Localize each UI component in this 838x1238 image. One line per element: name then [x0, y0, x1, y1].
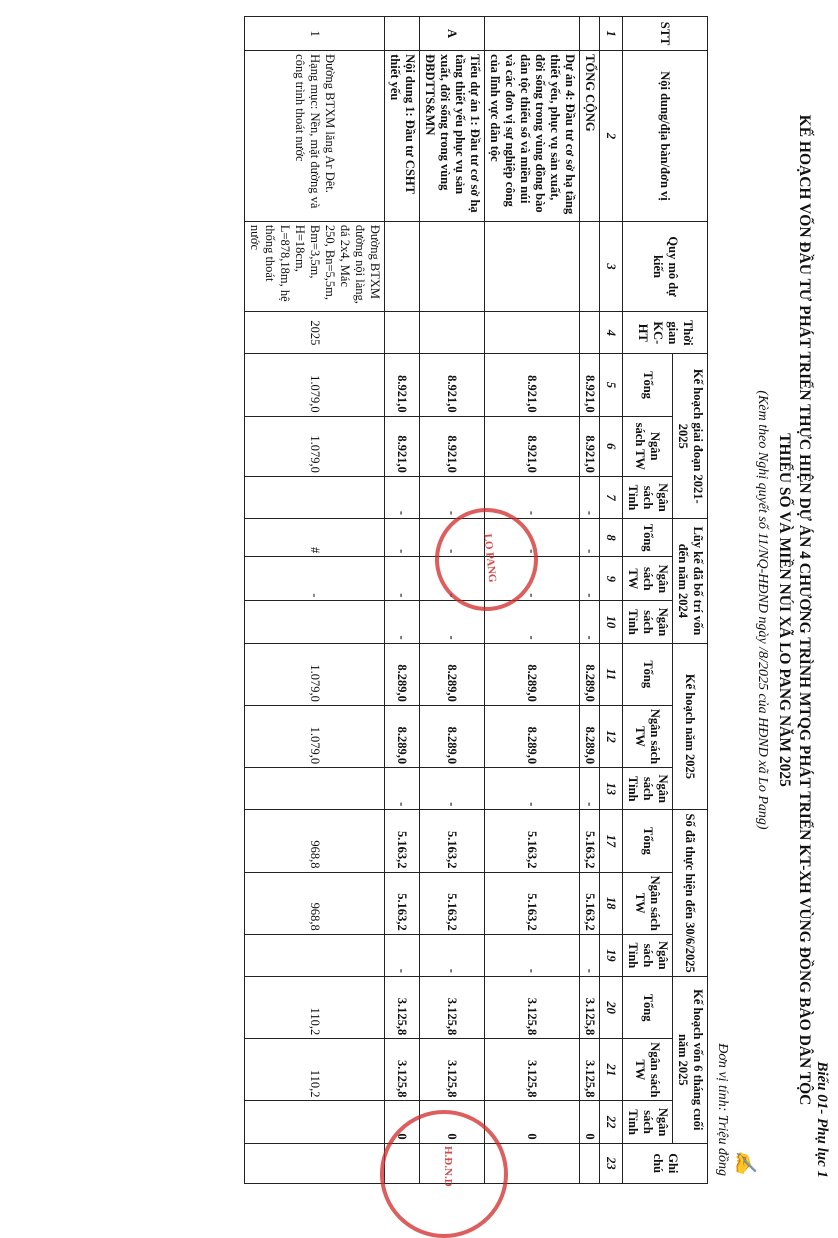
cell-value: 1.079,0 — [245, 416, 385, 476]
cell-time — [580, 312, 600, 354]
cell-value: 8.289,0 — [485, 643, 580, 705]
header-tinh: Ngân sách Tỉnh — [623, 768, 673, 810]
cell-value: - — [385, 601, 420, 643]
cell-value — [245, 476, 385, 518]
cell-value: - — [385, 476, 420, 518]
table-row — [580, 17, 600, 1184]
column-index-cell: 17 — [600, 810, 623, 872]
column-index-cell: 2 — [600, 51, 623, 222]
header-note: Ghi chú — [623, 1143, 708, 1183]
column-index-cell: 5 — [600, 354, 623, 416]
column-index-cell: 12 — [600, 705, 623, 767]
cell-value: 110,2 — [245, 1039, 385, 1101]
header-total: Tổng — [623, 643, 673, 705]
cell-value: 8.921,0 — [385, 354, 420, 416]
cell-value: - — [485, 557, 580, 601]
cell-value: 3.125,8 — [485, 976, 580, 1038]
cell-value: 3.125,8 — [385, 976, 420, 1038]
header-tw: Ngân sách TW — [623, 1039, 673, 1101]
cell-value: 8.289,0 — [420, 643, 485, 705]
cell-value: 110,2 — [245, 976, 385, 1038]
cell-value: 5.163,2 — [580, 810, 600, 872]
column-index-cell: 20 — [600, 976, 623, 1038]
column-index-cell: 1 — [600, 17, 623, 51]
cell-stt — [580, 17, 600, 51]
cell-value: 968,8 — [245, 810, 385, 872]
cell-value: 5.163,2 — [485, 872, 580, 934]
table-row — [385, 17, 420, 1184]
header-tw: Ngân sách TW — [623, 705, 673, 767]
column-index-cell: 4 — [600, 312, 623, 354]
cell-value: 8.289,0 — [485, 705, 580, 767]
column-index-cell: 8 — [600, 519, 623, 557]
official-seal-2 — [380, 1110, 508, 1238]
header-total: Tổng — [623, 519, 673, 557]
unit-label: Đơn vị tính: Triệu đồng — [715, 1043, 730, 1176]
cell-value: 1.079,0 — [245, 354, 385, 416]
cell-value: - — [420, 934, 485, 976]
cell-content: TỔNG CỘNG — [580, 51, 600, 222]
column-index-cell: 11 — [600, 643, 623, 705]
cell-value: 3.125,8 — [485, 1039, 580, 1101]
cell-stt: A — [420, 17, 485, 51]
seal-text-2: H.Đ.N.D — [442, 1146, 454, 1187]
cell-time — [485, 312, 580, 354]
header-tw: Ngân sách TW — [623, 557, 673, 601]
cell-value — [245, 1101, 385, 1143]
cell-stt — [485, 17, 580, 51]
cell-value: 3.125,8 — [580, 1039, 600, 1101]
cell-value: - — [420, 557, 485, 601]
cell-value: - — [580, 519, 600, 557]
cell-value: - — [385, 768, 420, 810]
cell-value: - — [580, 601, 600, 643]
header-tw: Ngân sách TW — [623, 416, 673, 476]
cell-value: - — [580, 934, 600, 976]
cell-time: 2025 — [245, 312, 385, 354]
cell-value: - — [420, 519, 485, 557]
cell-value — [245, 768, 385, 810]
cell-note — [580, 1143, 600, 1183]
cell-value: 5.163,2 — [420, 810, 485, 872]
cell-value: 8.921,0 — [420, 354, 485, 416]
header-total: Tổng — [623, 810, 673, 872]
cell-value: - — [485, 476, 580, 518]
cell-value: - — [385, 934, 420, 976]
cell-value: 0 — [580, 1101, 600, 1143]
cell-value: 3.125,8 — [580, 976, 600, 1038]
cell-value: 3.125,8 — [385, 1039, 420, 1101]
initials-signature: ✍ — [734, 1150, 756, 1175]
cell-value: 0 — [385, 1101, 420, 1143]
cell-value: - — [385, 519, 420, 557]
cell-value: 1.079,0 — [245, 643, 385, 705]
cell-value: 0 — [420, 1101, 485, 1143]
column-index-cell: 13 — [600, 768, 623, 810]
header-tinh: Ngân sách Tỉnh — [623, 601, 673, 643]
cell-value: 8.289,0 — [385, 643, 420, 705]
column-index-cell: 19 — [600, 934, 623, 976]
cell-value — [245, 934, 385, 976]
cell-value: 8.289,0 — [580, 705, 600, 767]
cell-value: - — [580, 476, 600, 518]
cell-value: - — [580, 557, 600, 601]
header-time: Thời gian KC-HT — [623, 312, 708, 354]
column-index-row — [600, 17, 623, 1184]
cell-value: - — [420, 768, 485, 810]
cell-value: 8.921,0 — [580, 354, 600, 416]
document-title: KẾ HOẠCH VỐN ĐẦU TƯ PHÁT TRIỂN THỰC HIỆN DỰ ÁN 4 CHƯƠNG TRÌNH MTQG PHÁT TRIỂN KT-XH VÙNG ĐỒNG BÀO DÂN TỘC — [796, 114, 813, 1106]
header-rest-group: Kế hoạch vốn 6 tháng cuối năm 2025 — [673, 976, 708, 1143]
header-tw: Ngân sách TW — [623, 872, 673, 934]
header-done-group: Số đã thực hiện đến 30/6/2025 — [673, 810, 708, 977]
cell-content: Tiểu dự án 1: Đầu tư cơ sở hạ tầng thiết yếu phục vụ sản xuất, đời sống trong vùng ĐBDTTS&MN — [420, 51, 485, 222]
cell-value: 0 — [485, 1101, 580, 1143]
cell-value: # — [245, 519, 385, 557]
cell-value: - — [485, 934, 580, 976]
column-index-cell: 3 — [600, 221, 623, 311]
cell-time — [385, 312, 420, 354]
column-index-cell: 9 — [600, 557, 623, 601]
cell-value: - — [420, 476, 485, 518]
cell-value: 5.163,2 — [420, 872, 485, 934]
header-plan-group: Kế hoạch giai đoạn 2021-2025 — [673, 354, 708, 519]
cell-value: 5.163,2 — [580, 872, 600, 934]
cell-value — [245, 601, 385, 643]
column-index-cell: 10 — [600, 601, 623, 643]
cell-value: 8.289,0 — [385, 705, 420, 767]
seal-text: LO PANG — [481, 533, 499, 584]
cell-stt — [385, 17, 420, 51]
header-alloc-group: Lũy kế đã bố trí vốn đến năm 2024 — [673, 519, 708, 644]
table-row — [245, 17, 385, 1184]
cell-scale — [420, 221, 485, 311]
header-tinh: Ngân sách Tỉnh — [623, 1101, 673, 1143]
table-body — [245, 17, 600, 1184]
header-plan2025-group: Kế hoạch năm 2025 — [673, 643, 708, 810]
header-total: Tổng — [623, 976, 673, 1038]
cell-content: Nội dung 1: Đầu tư CSHT thiết yếu — [385, 51, 420, 222]
cell-value: 3.125,8 — [420, 1039, 485, 1101]
document-subtitle: (Kèm theo Nghị quyết số 11/NQ-HĐND ngày /8/2025 của HĐND xã Lo Pang) — [755, 390, 770, 830]
cell-value: 3.125,8 — [420, 976, 485, 1038]
cell-value: - — [485, 519, 580, 557]
header-content: Nội dung/địa bàn/đơn vị — [623, 51, 708, 222]
cell-value: - — [485, 768, 580, 810]
document-title-line2: THIỂU SỐ VÀ MIỀN NÚI XÃ LO PANG NĂM 2025 — [776, 433, 793, 787]
cell-value: 5.163,2 — [385, 810, 420, 872]
header-scale: Quy mô dự kiến — [623, 221, 708, 311]
cell-scale: Đường BTXM đường nội làng, đá 2x4, Mác 250, Bn=5,5m, Bm=3,5m, H=18cm, L=878,18m, hệ thống thoát nước — [245, 221, 385, 311]
cell-scale — [580, 221, 600, 311]
cell-value: 8.921,0 — [385, 416, 420, 476]
cell-scale — [485, 221, 580, 311]
cell-value: 8.921,0 — [580, 416, 600, 476]
column-index-cell: 18 — [600, 872, 623, 934]
column-index-cell: 6 — [600, 416, 623, 476]
cell-value: 8.289,0 — [580, 643, 600, 705]
cell-value: 8.921,0 — [485, 354, 580, 416]
header-tinh: Ngân sách Tỉnh — [623, 934, 673, 976]
cell-value: - — [385, 557, 420, 601]
cell-value: - — [485, 601, 580, 643]
column-index-cell: 7 — [600, 476, 623, 518]
cell-content: Đường BTXM lăng Ar Dêt. Hạng mục: Nền, mặt đường và công trình thoát nước — [245, 51, 385, 222]
cell-value: 5.163,2 — [485, 810, 580, 872]
cell-value: 1.079,0 — [245, 705, 385, 767]
cell-time — [420, 312, 485, 354]
header-stt: STT — [623, 17, 708, 51]
cell-value: 8.289,0 — [420, 705, 485, 767]
header-total: Tổng — [623, 354, 673, 416]
form-reference: Biểu 01- Phụ lục 1 — [814, 1061, 830, 1178]
cell-scale — [385, 221, 420, 311]
column-index-cell: 21 — [600, 1039, 623, 1101]
cell-value: 8.921,0 — [420, 416, 485, 476]
cell-value: 968,8 — [245, 872, 385, 934]
cell-value: 5.163,2 — [385, 872, 420, 934]
column-index-cell: 22 — [600, 1101, 623, 1143]
cell-value: - — [420, 601, 485, 643]
cell-value: 8.921,0 — [485, 416, 580, 476]
header-tinh: Ngân sách Tỉnh — [623, 476, 673, 518]
cell-stt: 1 — [245, 17, 385, 51]
cell-value: - — [245, 557, 385, 601]
column-index-cell: 23 — [600, 1143, 623, 1183]
cell-content: Dự án 4: Đầu tư cơ sở hạ tầng thiết yếu, phục vụ sản xuất, đời sống trong vùng đồng bào dân tộc thiểu số và miền núi và các đơn vị sự nghiệp công của lĩnh vực dân tộc — [485, 51, 580, 222]
cell-value: - — [580, 768, 600, 810]
cell-note — [245, 1143, 385, 1183]
